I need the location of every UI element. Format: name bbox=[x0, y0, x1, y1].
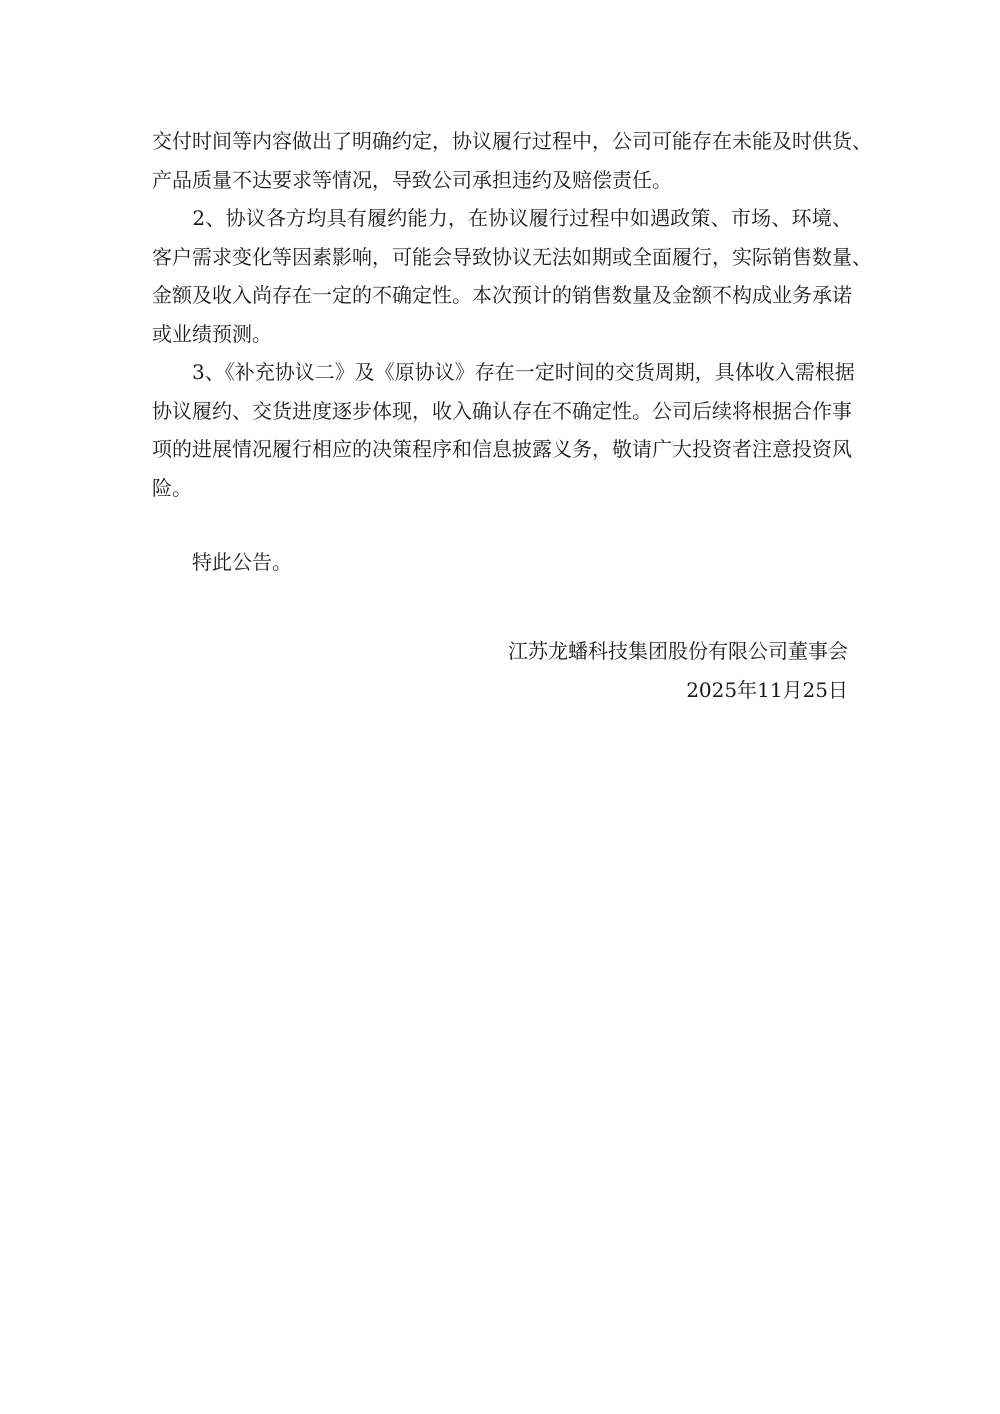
paragraph-line: 产品质量不达要求等情况，导致公司承担违约及赔偿责任。 bbox=[152, 167, 672, 192]
announcement-body bbox=[152, 122, 872, 582]
paragraph-risk-2 bbox=[152, 199, 872, 353]
paragraph-line: 或业绩预测。 bbox=[152, 321, 272, 346]
paragraph-line: 3、《补充协议二》及《原协议》存在一定时间的交货周期，具体收入需根据 bbox=[152, 360, 855, 384]
closing-statement bbox=[152, 543, 852, 582]
signature-company: 江苏龙蟠科技集团股份有限公司董事会 bbox=[508, 639, 848, 663]
paragraph-line: 项的进展情况履行相应的决策程序和信息披露义务，敬请广大投资者注意投资风 bbox=[152, 437, 852, 461]
signature-block bbox=[508, 632, 848, 709]
paragraph-risk-3 bbox=[152, 353, 855, 507]
paragraph-line: 险。 bbox=[152, 475, 192, 500]
paragraph-line: 协议履约、交货进度逐步体现，收入确认存在不确定性。公司后续将根据合作事 bbox=[152, 398, 852, 423]
signature-date: 2025年11月25日 bbox=[686, 677, 848, 702]
paragraph-line: 金额及收入尚存在一定的不确定性。本次预计的销售数量及金额不构成业务承诺 bbox=[152, 283, 852, 307]
paragraph-risk-1 bbox=[152, 122, 872, 199]
paragraph-line: 交付时间等内容做出了明确约定，协议履行过程中，公司可能存在未能及时供货、 bbox=[152, 129, 872, 153]
closing-text: 特此公告。 bbox=[192, 550, 292, 574]
paragraph-line: 客户需求变化等因素影响，可能会导致协议无法如期或全面履行，实际销售数量、 bbox=[152, 244, 872, 269]
paragraph-line: 2、协议各方均具有履约能力，在协议履行过程中如遇政策、市场、环境、 bbox=[152, 206, 852, 230]
